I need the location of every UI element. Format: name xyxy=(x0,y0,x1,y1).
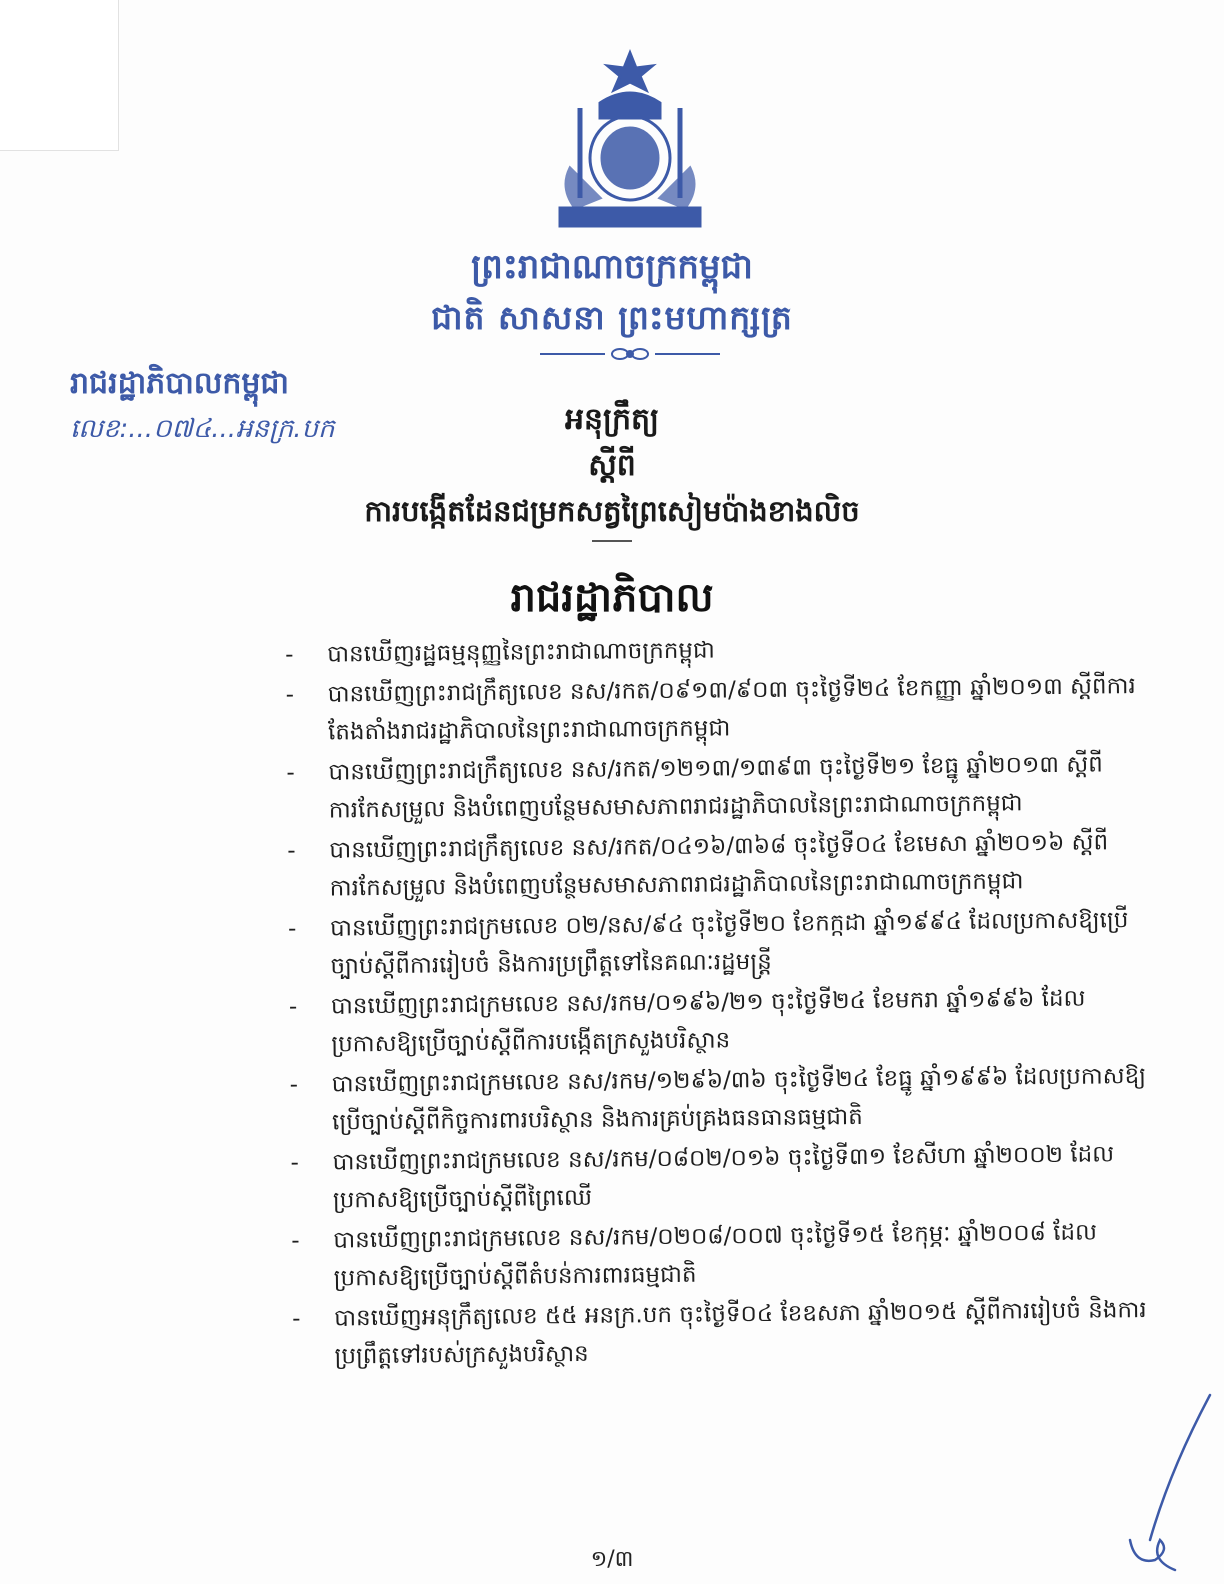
list-item xyxy=(288,901,1149,986)
bullet-dash: - xyxy=(288,993,298,1020)
bullet-dash: - xyxy=(286,759,295,786)
list-item xyxy=(291,1213,1152,1298)
ornament-divider-icon xyxy=(535,346,725,362)
reference-text: បានឃើញព្រះរាជក្រឹត្យលេខ នស/រកត/០៩១៣/៩០៣ ចុះថ្ងៃទី២៤ ខែកញ្ញា ឆ្នាំ២០១៣ ស្តីពីការតែងតាំងរាជរដ្ឋាភិបាលនៃព្រះរាជាណាចក្រកម្ពុជា xyxy=(327,673,1136,746)
reference-text: បានឃើញព្រះរាជក្រមលេខ នស/រកម/១២៩៦/៣៦ ចុះថ្ងៃទី២៤ ខែធ្នូ ឆ្នាំ១៩៩៦ ដែលប្រកាសឱ្យប្រើច្បាប់ស្តីពីកិច្ចការពារបរិស្ថាន និងការគ្រប់គ្រងធនធានធម្មជាតិ xyxy=(331,1063,1147,1136)
national-motto: ជាតិ សាសនា ព្រះមហាក្សត្រ xyxy=(431,298,793,337)
issuer-name: រាជរដ្ឋាភិបាលកម្ពុជា xyxy=(70,366,289,401)
reference-text: បានឃើញអនុក្រឹត្យលេខ ៥៥ អនក្រ.បក ចុះថ្ងៃទី០៤ ខែឧសភា ឆ្នាំ២០១៥ ស្តីពីការរៀបចំ និងការប្រព្រឹត្តទៅរបស់ក្រសួងបរិស្ថាន xyxy=(334,1297,1147,1370)
bullet-dash: - xyxy=(290,1149,299,1176)
bullet-dash: - xyxy=(285,641,294,668)
signature-mark-icon xyxy=(1110,1390,1220,1580)
list-item xyxy=(285,627,1145,674)
title-divider xyxy=(592,540,632,542)
list-item xyxy=(290,1057,1151,1142)
bullet-dash: - xyxy=(292,1305,301,1332)
reference-text: បានឃើញព្រះរាជក្រមលេខ ០២/នស/៩៤ ចុះថ្ងៃទី២០ ខែកក្កដា ឆ្នាំ១៩៩៤ ដែលប្រកាសឱ្យប្រើច្បាប់ស្តីពីការរៀបចំ និងការប្រព្រឹត្តទៅនៃគណៈរដ្ឋមន្ត្រី xyxy=(329,907,1129,980)
bullet-dash: - xyxy=(291,1227,300,1254)
kingdom-title: ព្រះរាជាណាចក្រកម្ពុជា xyxy=(471,247,753,287)
list-item xyxy=(286,745,1147,830)
list-item xyxy=(287,823,1148,908)
document-number: លេខ:...០៧៤...អនក្រ.បក xyxy=(70,414,335,444)
reference-list xyxy=(285,627,1153,1378)
reference-text: បានឃើញព្រះរាជក្រមលេខ នស/រកម/០៨០២/០១៦ ចុះថ្ងៃទី៣១ ខែសីហា ឆ្នាំ២០០២ ដែលប្រកាសឱ្យប្រើច្បាប់ស្តីពីព្រៃឈើ xyxy=(332,1141,1115,1214)
royal-coat-of-arms-icon xyxy=(540,48,720,233)
reference-text: បានឃើញព្រះរាជក្រឹត្យលេខ នស/រកត/០៤១៦/៣៦៨ ចុះថ្ងៃទី០៤ ខែមេសា ឆ្នាំ២០១៦ ស្តីពីការកែសម្រួល និងបំពេញបន្ថែមសមាសភាពរាជរដ្ឋាភិបាលនៃព្រះរាជាណាចក្រកម្ពុជា xyxy=(329,829,1109,902)
page-number: ១/៣ xyxy=(590,1547,634,1572)
bullet-dash: - xyxy=(285,681,295,708)
reference-text: បានឃើញព្រះរាជក្រមលេខ នស/រកម/០២០៨/០០៧ ចុះថ្ងៃទី១៥ ខែកុម្ភៈ ឆ្នាំ២០០៨ ដែលប្រកាសឱ្យប្រើច្បាប់ស្តីពីតំបន់ការពារធម្មជាតិ xyxy=(333,1219,1098,1292)
bullet-dash: - xyxy=(287,837,296,864)
bullet-dash: - xyxy=(287,915,297,942)
document-subject: ការបង្កើតដែនជម្រកសត្វព្រៃសៀមប៉ាងខាងលិច xyxy=(364,494,860,528)
reference-text: បានឃើញរដ្ឋធម្មនុញ្ញនៃព្រះរាជាណាចក្រកម្ពុជា xyxy=(327,637,715,668)
body-heading: រាជរដ្ឋាភិបាល xyxy=(510,575,714,621)
list-item xyxy=(290,1135,1151,1220)
list-item xyxy=(289,979,1150,1064)
list-item xyxy=(285,667,1146,752)
document-type: អនុក្រឹត្យ xyxy=(564,402,660,437)
bullet-dash: - xyxy=(289,1071,299,1098)
reference-text: បានឃើញព្រះរាជក្រមលេខ នស/រកម/០១៩៦/២១ ចុះថ្ងៃទី២៤ ខែមករា ឆ្នាំ១៩៩៦ ដែលប្រកាសឱ្យប្រើច្បាប់ស្តីពីការបង្កើតក្រសួងបរិស្ថាន xyxy=(330,985,1086,1058)
document-about: ស្តីពី xyxy=(588,448,636,483)
reference-text: បានឃើញព្រះរាជក្រឹត្យលេខ នស/រកត/១២១៣/១៣៩៣ ចុះថ្ងៃទី២១ ខែធ្នូ ឆ្នាំ២០១៣ ស្តីពីការកែសម្រួល និងបំពេញបន្ថែមសមាសភាពរាជរដ្ឋាភិបាលនៃព្រះរាជាណាចក្រកម្ពុជា xyxy=(328,751,1103,824)
list-item xyxy=(292,1291,1153,1376)
